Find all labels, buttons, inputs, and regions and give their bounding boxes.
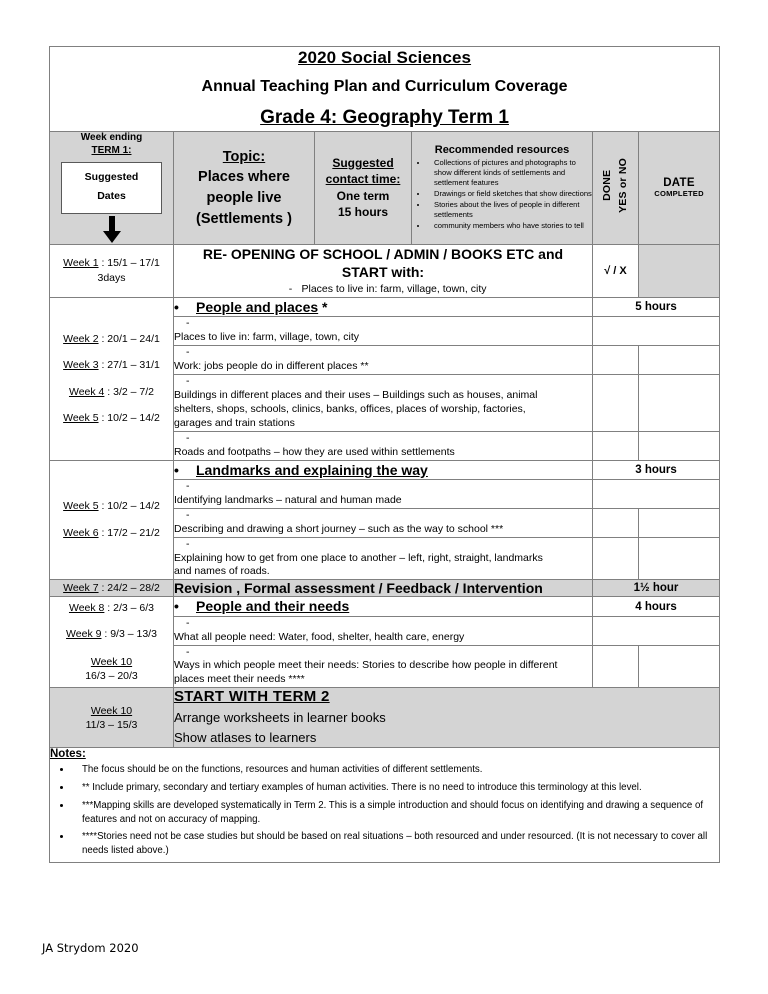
section2-item-text: Identifying landmarks – natural and human made: [174, 493, 402, 506]
row1-title-line-2: START with:: [341, 264, 425, 281]
revision-text: Revision , Formal assessment / Feedback / Intervention: [174, 580, 593, 597]
annual-teaching-plan-table: [49, 46, 720, 863]
notes-row: [50, 748, 720, 863]
section1-item: [174, 431, 593, 460]
week-number: Week 3: [63, 359, 99, 372]
week-entry: [50, 500, 173, 513]
week-ending-label: Week ending: [80, 132, 143, 143]
dash-marker: -: [186, 645, 190, 658]
week-cell-term2: [50, 688, 174, 748]
week-cell-section2: [50, 460, 174, 580]
resource-item: • community members who have stories to tell: [428, 221, 592, 231]
header-date-completed: [639, 132, 720, 245]
header-recommended-resources: [412, 132, 593, 245]
row1-sub-item: [174, 283, 592, 297]
section1-item-0-status[interactable]: [593, 317, 720, 346]
row1-sub-text: Places to live in: farm, village, town, city: [301, 283, 487, 296]
section2-heading: [174, 460, 593, 479]
week-entry: [50, 412, 173, 425]
resource-item: • Collections of pictures and photographs to show different kinds of settlements and settlement features: [428, 158, 592, 188]
topic-label: Topic:: [222, 148, 266, 165]
section2-item-text: Explaining how to get from one place to another – left, right, straight, landmarks and names of roads.: [174, 551, 543, 578]
row-reopening: [50, 244, 720, 297]
resource-item: • Drawings or field sketches that show directions: [428, 189, 592, 199]
week-number: Week 10: [90, 655, 133, 668]
term-label: TERM 1:: [91, 144, 132, 156]
suggested-dates-box: [61, 162, 162, 214]
date-label: DATE: [663, 177, 695, 190]
dates-label: Dates: [97, 190, 126, 203]
week-dates: : 10/2 – 14/2: [98, 412, 160, 425]
week-entry: [50, 527, 173, 540]
row1-content: [174, 244, 593, 297]
week-cell-revision: [50, 580, 174, 597]
dash-marker: -: [186, 479, 190, 492]
section1-item-2-done[interactable]: [593, 374, 639, 431]
section3-heading-text: People and their needs: [196, 598, 350, 615]
title-line-2: Annual Teaching Plan and Curriculum Coverage: [201, 78, 568, 95]
section1-item: [174, 345, 593, 374]
section2-item: [174, 479, 593, 508]
section1-item-1-date[interactable]: [639, 345, 720, 374]
week-entry-stacked: [50, 704, 173, 732]
contact-value-line-2: 15 hours: [337, 205, 388, 220]
revision-row: [50, 580, 720, 597]
table-header-row: [50, 132, 720, 245]
week-entry: [50, 386, 173, 399]
week-cell-section3: [50, 597, 174, 688]
week-dates: : 15/1 – 17/1: [98, 256, 160, 269]
topic-line-2: people live: [206, 189, 282, 206]
week-entry: [50, 333, 173, 346]
note-item: • The focus should be on the functions, resources and human activities of different settlements.: [72, 763, 719, 777]
section1-item-text: Roads and footpaths – how they are used within settlements: [174, 445, 455, 458]
title-row: [50, 47, 720, 132]
section1-hours: 5 hours: [593, 297, 720, 316]
week-number: Week 4: [68, 385, 105, 398]
dash-marker: -: [186, 345, 190, 358]
section3-heading: [174, 597, 593, 616]
week-number: Week 7: [63, 582, 99, 595]
completed-label: COMPLETED: [654, 189, 704, 199]
section3-heading-row: [50, 597, 720, 616]
bullet-icon: •: [174, 298, 179, 315]
week-cell-row1: [50, 244, 174, 297]
bullet-icon: •: [174, 461, 179, 478]
note-item: • ** Include primary, secondary and tertiary examples of human activities. There is no need to introduce this terminology at this level.: [72, 781, 719, 795]
week-entry: [50, 257, 173, 270]
topic-line-1: Places where: [198, 169, 290, 186]
week-dates: : 24/2 – 28/2: [98, 582, 160, 595]
week-dates: : 17/2 – 21/2: [98, 527, 160, 539]
section2-item-2-done[interactable]: [593, 537, 639, 580]
week-number: Week 6: [63, 527, 99, 539]
document-title-cell: [50, 47, 720, 132]
section3-item: [174, 645, 593, 688]
term2-line-2: Show atlases to learners: [174, 729, 317, 745]
contact-label-line-1: Suggested: [332, 156, 394, 171]
week-number: Week 8: [68, 601, 105, 614]
section2-hours: 3 hours: [593, 460, 720, 479]
section1-item: [174, 374, 593, 431]
resources-list: [412, 158, 592, 232]
note-item: • ***Mapping skills are developed systematically in Term 2. This is a simple introduction and should focus on identifying and drawing a sequence of features and not on accuracy of mapping.: [72, 799, 719, 827]
section3-hours: 4 hours: [593, 597, 720, 616]
dash-marker: -: [186, 537, 190, 550]
week-entry: [50, 359, 173, 372]
week-dates: : 20/1 – 24/1: [98, 332, 160, 345]
down-arrow-icon: [50, 216, 173, 244]
week-dates: : 27/1 – 31/1: [98, 359, 160, 372]
week-dates: 16/3 – 20/3: [85, 670, 138, 682]
note-item: • ****Stories need not be case studies but should be based on real situations – both resourced and under resourced. (It is not necessary to cover all needs listed above.): [72, 830, 719, 858]
section1-item-text: Places to live in: farm, village, town, city: [174, 331, 359, 343]
week-dates: : 3/2 – 7/2: [104, 385, 155, 398]
section1-heading: [174, 297, 593, 316]
section3-item-1-done[interactable]: [593, 645, 639, 688]
header-topic: [174, 132, 315, 245]
term2-line-1: Arrange worksheets in learner books: [174, 710, 386, 726]
document-footer: JA Strydom 2020: [42, 941, 139, 955]
section3-item-text: What all people need: Water, food, shelter, health care, energy: [174, 630, 465, 643]
notes-section: [50, 748, 720, 863]
section2-heading-row: [50, 460, 720, 479]
notes-list: [50, 763, 719, 858]
section1-heading-row: [50, 297, 720, 316]
week-dates: 11/3 – 15/3: [85, 718, 138, 731]
resource-item: • Stories about the lives of people in different settlements: [428, 200, 592, 220]
section1-item-1-done[interactable]: [593, 345, 639, 374]
done-label: DONE YES or NO: [600, 157, 629, 213]
week-number: Week 10: [90, 704, 133, 717]
week-entry: [50, 582, 173, 595]
section1-heading-star: *: [318, 298, 328, 315]
week-number: Week 5: [63, 500, 99, 513]
section1-item-text: Buildings in different places and their uses – Buildings such as houses, animal shelters, shops, schools, clinics, banks, offices, places of worship, factories, garages and train stations: [174, 388, 538, 429]
row1-extra-line: 3days: [97, 272, 126, 285]
header-week-ending: [50, 132, 174, 245]
week-dates: : 2/3 – 6/3: [104, 601, 155, 614]
week-number: Week 5: [63, 412, 99, 425]
section2-item-2-date[interactable]: [639, 537, 720, 580]
week-number: Week 1: [63, 256, 99, 269]
week-entry-stacked: [50, 655, 173, 683]
notes-title: Notes:: [50, 748, 86, 761]
bullet-icon: •: [174, 598, 179, 615]
header-done-yes-no: [593, 132, 639, 245]
section1-item: [174, 317, 593, 346]
section2-heading-text: Landmarks and explaining the way: [196, 461, 428, 478]
section2-item-1-date[interactable]: [639, 508, 720, 537]
week-number: Week 9: [66, 628, 102, 641]
dash-marker: -: [186, 616, 190, 629]
row1-done-cell[interactable]: √ / X: [593, 244, 639, 297]
section3-item-1-date[interactable]: [639, 645, 720, 688]
week-entry: [50, 602, 173, 615]
dash-marker: -: [186, 508, 190, 521]
dash-marker: -: [186, 374, 190, 387]
section2-item-0-status[interactable]: [593, 479, 720, 508]
section2-item-text: Describing and drawing a short journey – such as the way to school ***: [174, 522, 504, 535]
section1-item-3-done[interactable]: [593, 431, 639, 460]
section3-item-0-status[interactable]: [593, 616, 720, 645]
section1-item-text: Work: jobs people do in different places **: [174, 359, 369, 372]
topic-line-3: (Settlements ): [196, 210, 292, 227]
week-number: Week 2: [63, 332, 99, 345]
section2-item: [174, 537, 593, 580]
section1-item-3-date[interactable]: [639, 431, 720, 460]
week-dates: : 10/2 – 14/2: [98, 500, 160, 513]
section3-item-text: Ways in which people meet their needs: Stories to describe how people in different places meet their needs ****: [174, 659, 558, 686]
contact-value-line-1: One term: [336, 188, 390, 203]
section2-item: [174, 508, 593, 537]
suggested-label: Suggested: [84, 171, 139, 183]
section2-item-1-done[interactable]: [593, 508, 639, 537]
revision-hours: 1½ hour: [593, 580, 720, 597]
section1-heading-text: People and places: [196, 298, 319, 315]
section1-item-2-date[interactable]: [639, 374, 720, 431]
dash-marker: -: [288, 283, 293, 296]
row1-date-completed-cell[interactable]: [639, 244, 720, 297]
dash-marker: -: [186, 317, 190, 330]
contact-label-line-2: contact time:: [325, 172, 401, 187]
resources-title: Recommended resources: [434, 143, 570, 156]
week-cell-section1: [50, 297, 174, 460]
term2-row: [50, 688, 720, 748]
week-dates: : 9/3 – 13/3: [101, 628, 157, 641]
week-entry: [50, 628, 173, 641]
title-line-3: Grade 4: Geography Term 1: [260, 107, 509, 128]
header-contact-time: [315, 132, 412, 245]
section3-item: [174, 616, 593, 645]
title-line-1: 2020 Social Sciences: [298, 48, 472, 67]
row1-title-line-1: RE- OPENING OF SCHOOL / ADMIN / BOOKS ETC and: [202, 245, 564, 262]
term2-heading: START WITH TERM 2: [174, 688, 330, 706]
term2-content: [174, 688, 720, 748]
dash-marker: -: [186, 431, 190, 444]
